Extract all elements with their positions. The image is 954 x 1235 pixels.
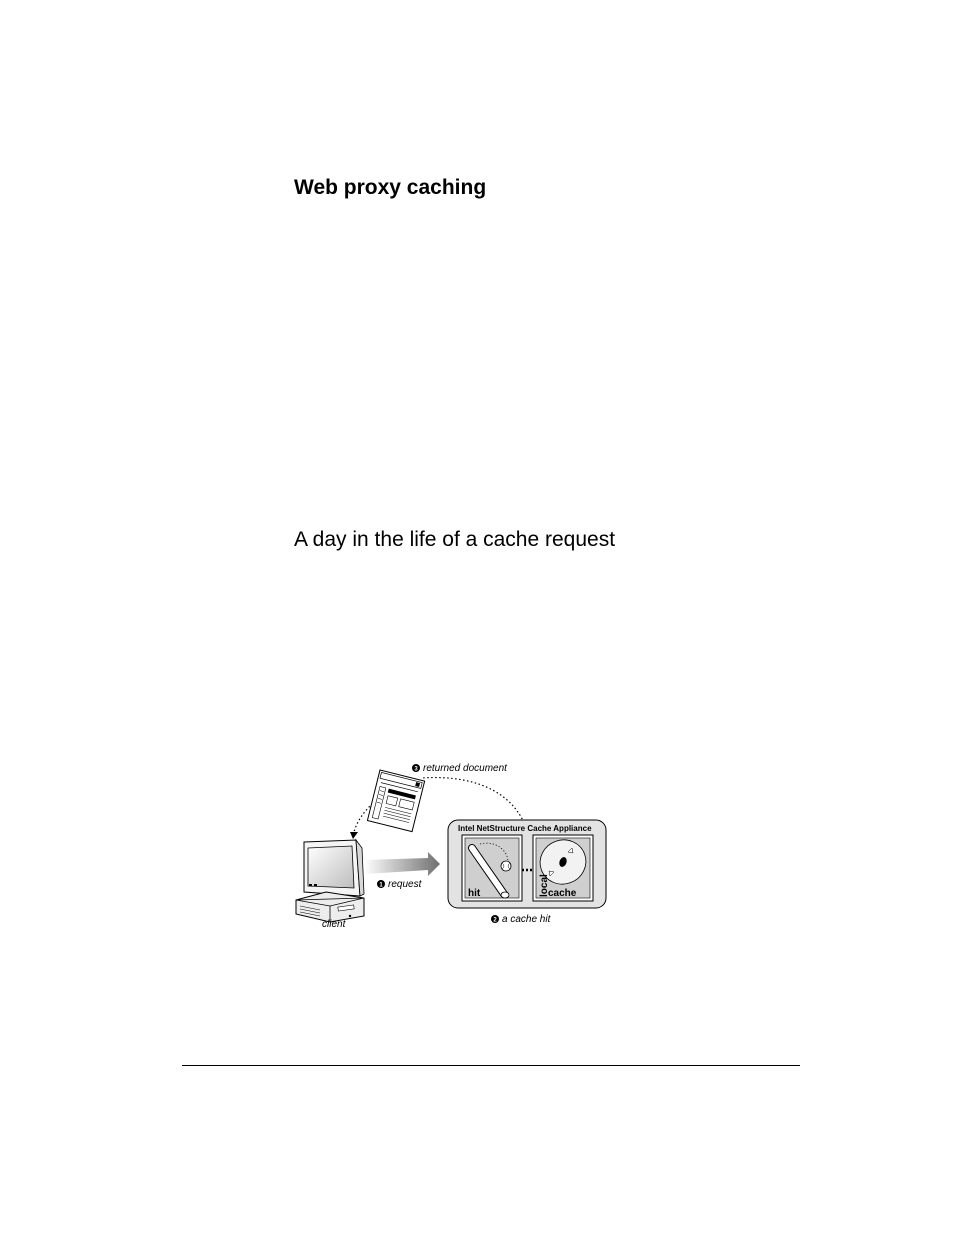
document-icon — [367, 770, 424, 832]
hit-label: hit — [468, 888, 481, 899]
footer-rule — [182, 1065, 800, 1066]
section-heading: Web proxy caching — [294, 176, 487, 199]
cache-hit-label: a cache hit — [502, 914, 551, 925]
step-1-number: 1 — [379, 882, 383, 889]
returned-document-label: returned document — [423, 763, 507, 774]
cache-request-diagram — [290, 756, 620, 936]
arrowhead-icon — [350, 832, 358, 839]
request-arrow-icon — [364, 852, 440, 876]
client-label: client — [322, 919, 346, 930]
baseball-icon — [501, 861, 511, 871]
cache-label: cache — [548, 888, 577, 899]
step-2-number: 2 — [493, 917, 497, 924]
request-label: request — [388, 879, 422, 890]
local-label: local — [539, 874, 550, 897]
subsection-heading: A day in the life of a cache request — [294, 528, 616, 551]
client-computer-icon — [296, 840, 364, 922]
appliance-title: Intel NetStructure Cache Appliance — [458, 824, 592, 833]
step-3-number: 3 — [414, 766, 418, 773]
